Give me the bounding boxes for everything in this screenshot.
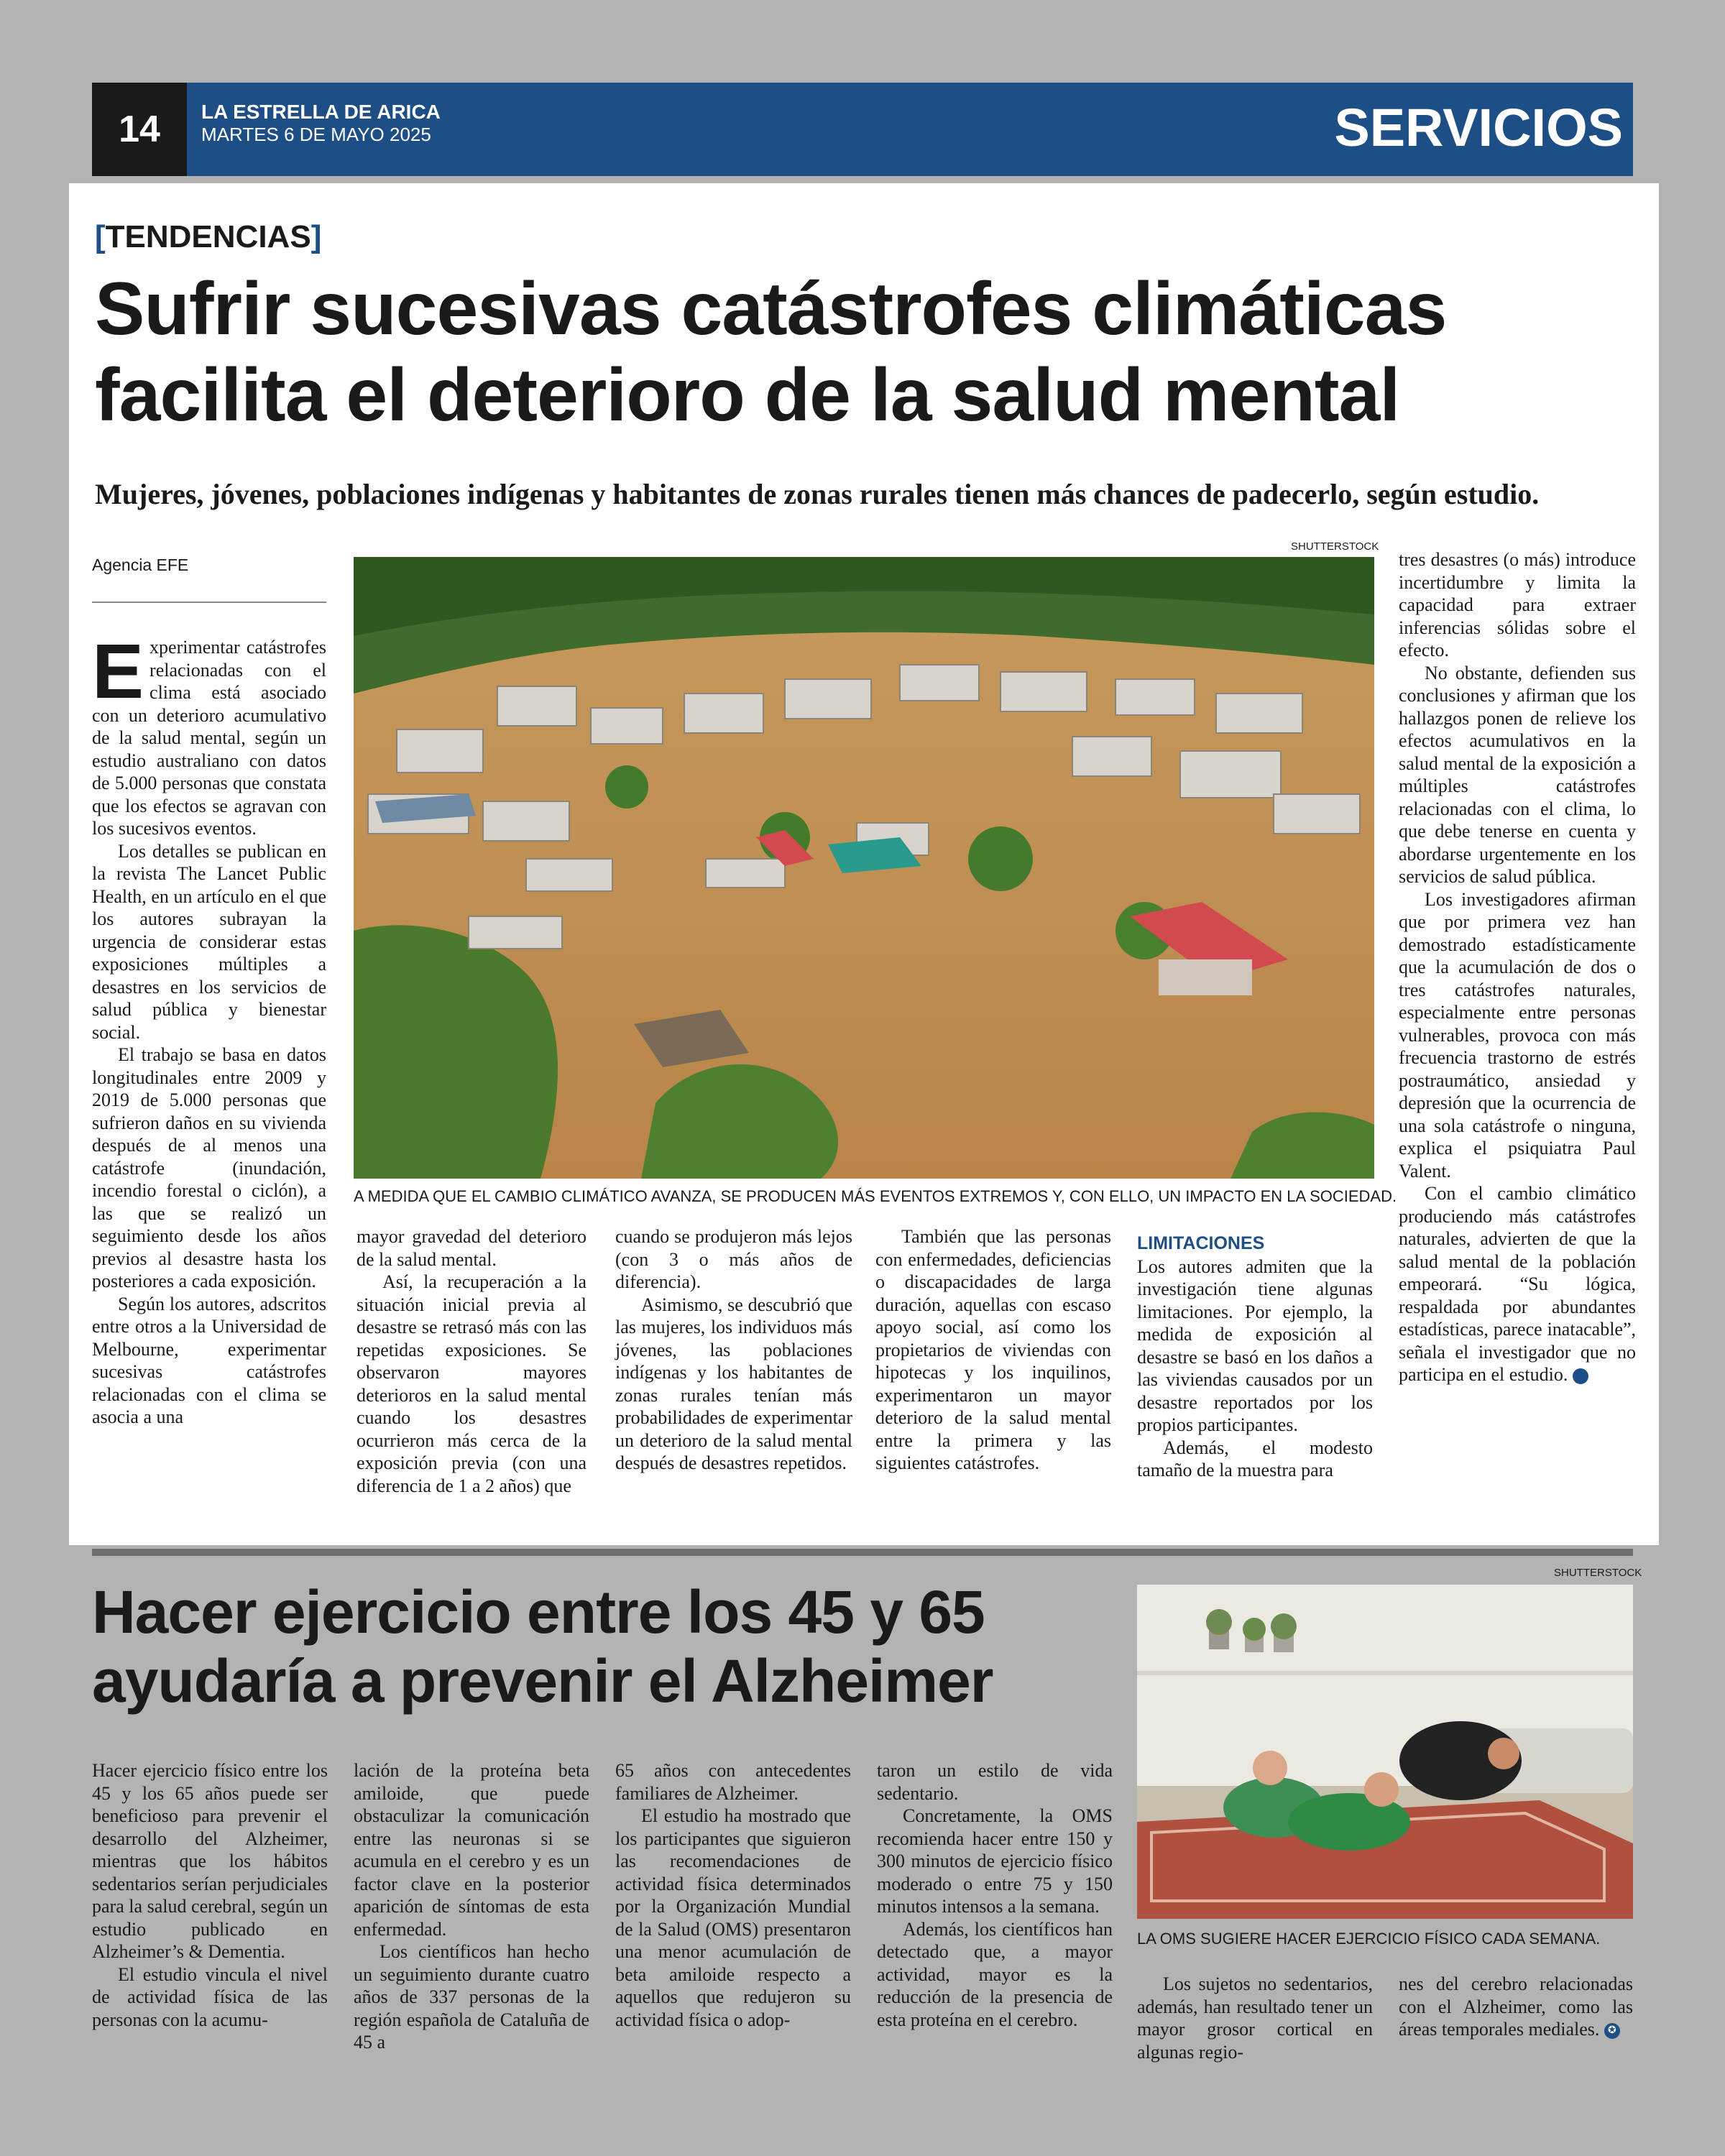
article-deck: Mujeres, jóvenes, poblaciones indígenas y habitantes de zonas rurales tienen más chances de padecerlo, según estudio. [95, 478, 1540, 510]
issue-date: MARTES 6 DE MAYO 2025 [201, 124, 431, 145]
text-column-5 [1137, 1233, 1373, 1482]
article-divider [92, 1549, 1633, 1556]
drop-cap: E [92, 627, 144, 714]
paragraph: lación de la proteína beta amiloide, que puede obstaculizar la comunicación entre las neuronas si se acumula en el cerebro y es un factor clave en la posterior aparición de síntomas de esta enfermedad. [354, 1760, 589, 1940]
exercise-photo [1137, 1585, 1633, 1919]
newspaper-name: LA ESTRELLA DE ARICA [201, 101, 441, 123]
paragraph: Los autores admiten que la investigación tiene algunas limitaciones. Por ejemplo, la medida de exposición al desastre se basó en los daños a las viviendas causados por un desastre reportados por los propios participantes. [1137, 1256, 1373, 1435]
text-column-2 [356, 1225, 586, 1497]
paragraph: Asimismo, se descubrió que las mujeres, los individuos más jóvenes, las poblaciones indígenas y los habitantes de zonas rurales tenían más probabilidades de experimentar un deterioro de la salud mental después de desastres repetidos. [615, 1294, 852, 1473]
flood-photo [354, 557, 1374, 1179]
paragraph: cuando se produjeron más lejos (con 3 o más años de diferencia). [615, 1226, 852, 1292]
paragraph: No obstante, defienden sus conclusiones y afirman que los hallazgos ponen de relieve los efectos acumulativos en la salud mental de la exposición a múltiples catástrofes relacionadas con el clima, lo que debe tenerse en cuenta y abordarse urgentemente en los servicios de salud pública. [1399, 662, 1636, 887]
end-of-article-icon: ✪ [1573, 1368, 1588, 1384]
text-column-2 [354, 1759, 589, 2054]
article-kicker: [TENDENCIAS] [95, 219, 322, 254]
text-column-3 [615, 1225, 852, 1475]
paragraph: 65 años con antecedentes familiares de Alzheimer. [615, 1760, 851, 1804]
paragraph: Los investigadores afirman que por primera vez han demostrado estadísticamente que la acumulación de dos o tres catástrofes naturales, especialmente entre personas vulnerables, provoca con más frecuencia trastorno de estrés postraumático, ansiedad y depresión que la ocurrencia de una sola catástrofe o ninguna, explica el psiquiatra Paul Valent. [1399, 888, 1636, 1181]
page-header [92, 83, 1633, 176]
text-column-4 [877, 1759, 1113, 2031]
photo-credit: SHUTTERSTOCK [1554, 1567, 1642, 1579]
text-column-6 [1399, 548, 1636, 1386]
paragraph: Concretamente, la OMS recomienda hacer entre 150 y 300 minutos de ejercicio físico moderado o entre 75 y 150 minutos intensos a la semana. [877, 1805, 1113, 1917]
byline-divider [92, 602, 326, 603]
photo-caption: A MEDIDA QUE EL CAMBIO CLIMÁTICO AVANZA, SE PRODUCEN MÁS EVENTOS EXTREMOS Y, CON ELLO, UN IMPACTO EN LA SOCIEDAD. [354, 1187, 1397, 1205]
paragraph: Los sujetos no sedentarios, además, han resultado tener un mayor grosor cortical en algunas regio- [1137, 1973, 1373, 2063]
text-column-6 [1399, 1973, 1633, 2041]
paragraph: nes del cerebro relacionadas con el Alzheimer, como las áreas temporales mediales. [1399, 1973, 1633, 2040]
paragraph: El estudio ha mostrado que los participantes que siguieron las recomendaciones de actividad física determinados por la Organización Mundial de la Salud (OMS) presentaron una menor acumulación de beta amiloide respecto a aquellos que redujeron su actividad física o adop- [615, 1805, 851, 2030]
paragraph: xperimentar catástrofes relacionadas con el clima está asociado con un deterioro acumulativo de la salud mental, según un estudio australiano con datos de 5.000 personas que constata que los efectos se agravan con los sucesivos eventos. [92, 637, 326, 839]
paragraph: Los detalles se publican en la revista The Lancet Public Health, en un artículo en el que los autores subrayan la urgencia de considerar estas exposiciones múltiples a desastres en los servicios de salud pública y bienestar social. [92, 840, 326, 1043]
photo-caption: LA OMS SUGIERE HACER EJERCICIO FÍSICO CADA SEMANA. [1137, 1930, 1601, 1948]
end-of-article-icon: ✪ [1604, 2023, 1620, 2039]
byline: Agencia EFE [92, 556, 189, 574]
paragraph: taron un estilo de vida sedentario. [877, 1760, 1113, 1804]
paragraph: Los científicos han hecho un seguimiento durante cuatro años de 337 personas de la región española de Cataluña de 45 a [354, 1941, 589, 2053]
paragraph: El trabajo se basa en datos longitudinales entre 2009 y 2019 de 5.000 personas que sufrieron daños en su vivienda después de al menos una catástrofe (inundación, incendio forestal o ciclón), a las que se realizó un seguimiento desde los años previos al desastre hasta los posteriores a cada exposición. [92, 1044, 326, 1291]
paragraph: El estudio vincula el nivel de actividad física de las personas con la acumu- [92, 1963, 328, 2030]
kicker-text: TENDENCIAS [105, 219, 311, 254]
photo-credit: SHUTTERSTOCK [1291, 540, 1379, 553]
text-column-5 [1137, 1973, 1373, 2063]
paragraph: Además, los científicos han detectado que, a mayor actividad, mayor es la reducción de la presencia de esta proteína en el cerebro. [877, 1918, 1113, 2030]
paragraph: Hacer ejercicio físico entre los 45 y los 65 años puede ser beneficioso para prevenir el desarrollo del Alzheimer, mientras que los hábitos sedentarios serían perjudiciales para la salud cerebral, según un estudio publicado en Alzheimer’s & Dementia. [92, 1760, 328, 1962]
section-title: SERVICIOS [1334, 98, 1623, 157]
exercise-illustration [1137, 1585, 1633, 1919]
flood-illustration [354, 557, 1374, 1179]
paragraph: Según los autores, adscritos entre otros a la Universidad de Melbourne, experimentar sucesivas catástrofes relacionadas con el clima se asocia a una [92, 1293, 326, 1427]
paragraph: Así, la recuperación a la situación inicial previa al desastre se retrasó más con las repetidas exposiciones. Se observaron mayores deterioros en la salud mental cuando los desastres ocurrieron más cerca de la exposición previa (con una diferencia de 1 a 2 años) que [356, 1271, 586, 1496]
text-column-1 [92, 1759, 328, 2031]
text-column-3 [615, 1759, 851, 2031]
page-number: 14 [92, 83, 187, 176]
article-headline: Sufrir sucesivas catástrofes climáticas facilita el deterioro de la salud mental [95, 267, 1447, 437]
paragraph: Además, el modesto tamaño de la muestra para [1137, 1437, 1373, 1480]
text-column-4 [875, 1225, 1111, 1475]
paragraph: tres desastres (o más) introduce incertidumbre y limita la capacidad para extraer inferencias sólidas sobre el efecto. [1399, 549, 1636, 660]
text-column-1 [92, 627, 326, 1429]
section-subhead: LIMITACIONES [1137, 1233, 1265, 1253]
main-article [69, 183, 1659, 1545]
article-headline: Hacer ejercicio entre los 45 y 65 ayudaría a prevenir el Alzheimer [92, 1578, 993, 1715]
paragraph: mayor gravedad del deterioro de la salud mental. [356, 1226, 586, 1270]
paragraph: También que las personas con enfermedades, deficiencias o discapacidades de larga duración, aquellas con escaso apoyo social, así como los propietarios de viviendas con hipotecas y los inquilinos, experimentaron un mayor deterioro de la salud mental entre la primera y las siguientes catástrofes. [875, 1226, 1111, 1473]
paragraph: Con el cambio climático produciendo más catástrofes naturales, advierten de que la salud mental de la población empeorará. “Su lógica, respaldada por abundantes estadísticas, parece inatacable”, señala el investigador que no participa en el estudio. [1399, 1183, 1636, 1385]
